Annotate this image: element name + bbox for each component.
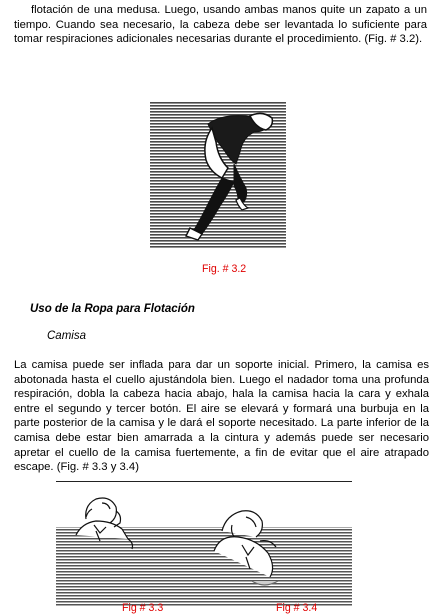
figure-3-3-caption: Fig # 3.3 <box>122 602 164 614</box>
section-heading: Uso de la Ropa para Flotación <box>30 303 195 315</box>
intro-paragraph: flotación de una medusa. Luego, usando ambas manos quite un zapato a un tiempo. Cuando sea necesario, la cabeza debe ser levantada lo suficiente para tomar respiraciones adicionales necesarias durante el procedimiento. (Fig. # 3.2). <box>14 4 427 46</box>
section-subheading: Camisa <box>47 330 86 342</box>
figure-3-2-illustration <box>150 102 286 248</box>
figure-3-3-3-4-illustration <box>56 481 352 607</box>
figure-3-4-caption: Fig # 3.4 <box>276 602 318 614</box>
section-paragraph: La camisa puede ser inflada para dar un soporte inicial. Primero, la camisa es abotonada hasta el cuello ajustándola bien. Luego el nadador toma una profunda respiración, dobla la cabeza hacia abajo, hala la camisa hacia la cara y exhala entre el segundo y tercer botón. El aire se elevará y formará una burbuja en la parte posterior de la camisa y le dará el soporte necesitado. La parte inferior de la camisa debe estar bien amarrada a la cintura y además puede ser necesario apretar el cuello de la camisa fuertemente, a fin de evitar que el aire atrapado escape. (Fig. # 3.3 y 3.4) <box>14 359 429 474</box>
figure-3-2-caption: Fig. # 3.2 <box>202 263 247 275</box>
